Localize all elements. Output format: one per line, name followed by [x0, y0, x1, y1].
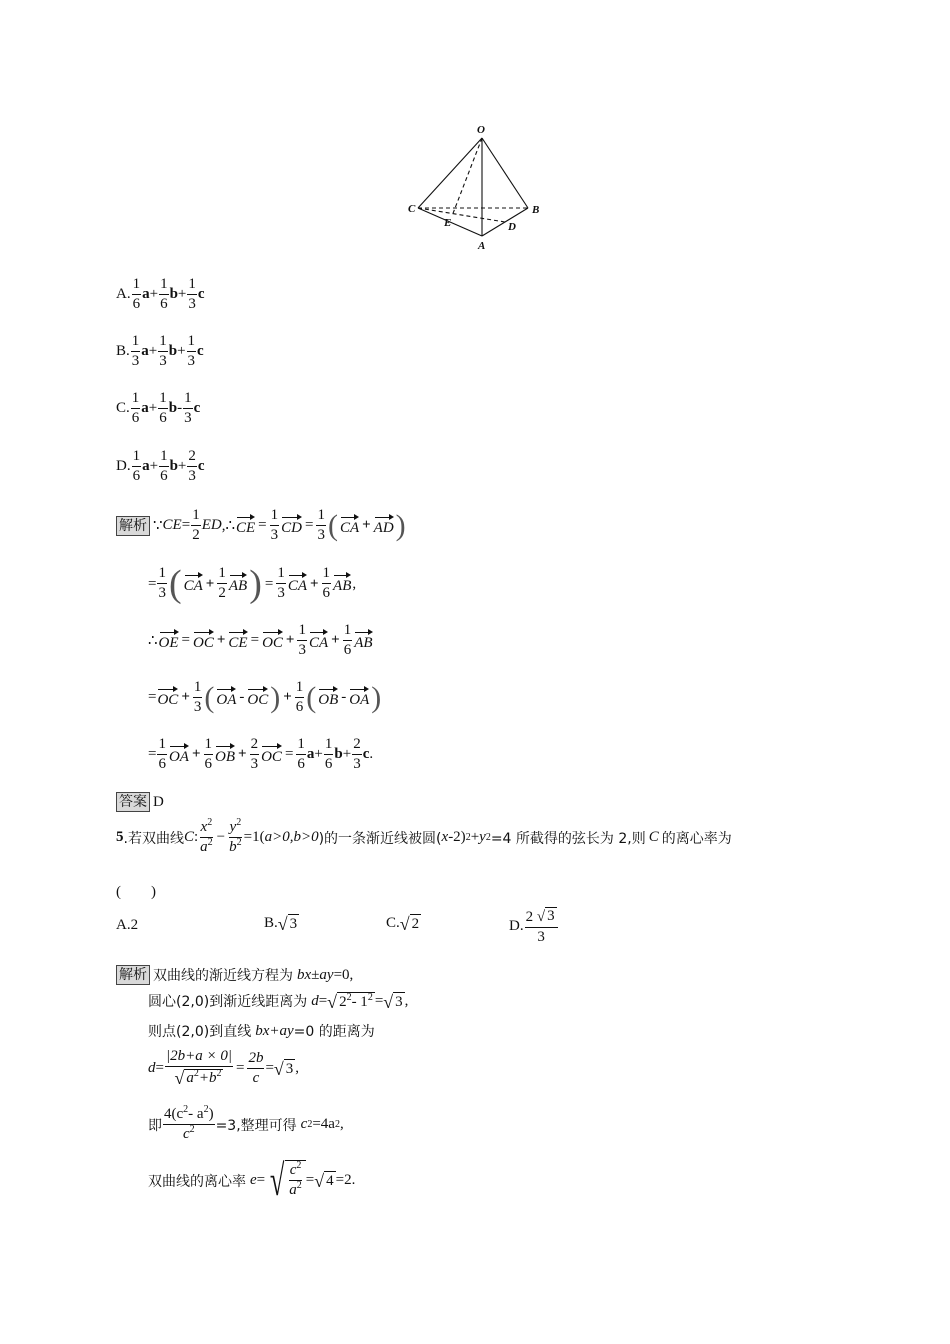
q5-analysis-line-1: 解析 双曲线的渐近线方程为 bx±ay =0, [116, 965, 353, 985]
q4-analysis-line-4: = OC + $\frac{1}{3}$ ( OA - OC ) + $\frac{1}{6}$ ( OB - OA ) [148, 679, 382, 715]
q5-option-c[interactable]: C. √ 2 [386, 914, 420, 934]
label-d: D [508, 221, 516, 233]
q4-analysis-line-3: ∴ OE = OC + CE = OC + $\frac{1}{3}$ CA + $\frac{1}{6}$ AB [148, 622, 373, 658]
q5-analysis-line-4: d = |2b+a × 0| √ $a^2+b^2$ = $\frac{2b}{c}$ = √ 3 , [148, 1048, 300, 1088]
label-a: A [478, 240, 486, 252]
analysis-tag: 解析 [116, 516, 150, 536]
q4-analysis-line-2: = $\frac{1}{3}$ ( CA + $\frac{1}{2}$ AB ) = $\frac{1}{3}$ CA + $\frac{1}{6}$ AB , [148, 563, 357, 605]
answer-value: D [153, 793, 164, 810]
q5-blank: ( ) [116, 884, 156, 900]
q4-option-d[interactable]: D. $\frac{1}{6}$ a + $\frac{1}{6}$ b + $\frac{2}{3}$ c [116, 448, 205, 484]
label-b: B [532, 204, 540, 216]
answer-tag: 答案 [116, 792, 150, 812]
q4-option-b[interactable]: B. $\frac{1}{3}$ a + $\frac{1}{3}$ b + $\frac{1}{3}$ c [116, 333, 204, 369]
pyramid-figure [400, 118, 560, 258]
q4-analysis-line-5: = $\frac{1}{6}$ OA + $\frac{1}{6}$ OB + $\frac{2}{3}$ OC = $\frac{1}{6}$ a + $\frac{1}{6}$ b + $\frac{2}{3}$ c . [148, 736, 374, 772]
q5-option-b[interactable]: B. √ 3 [264, 914, 298, 934]
q5-analysis-line-5: 即 $\frac{4(c^2- a^2)}{c^2}$ =3,整理可得 c 2 =4a 2 , [148, 1104, 344, 1142]
label-o: O [477, 124, 485, 136]
q4-analysis-line-1: 解析 ∵ CE = $\frac{1}{2}$ ED ,∴ CE = $\frac{1}{3}$ CD = $\frac{1}{3}$ ( CA + AD ) [116, 508, 407, 544]
q5-analysis-line-6: 双曲线的离心率 e = √ $\frac{c^2}{a^2}$ = √ 4 =2. [148, 1156, 356, 1205]
q4-option-a[interactable]: A. $\frac{1}{6}$ a + $\frac{1}{6}$ b + $\frac{1}{3}$ c [116, 276, 205, 312]
q4-option-c[interactable]: C. $\frac{1}{6}$ a + $\frac{1}{6}$ b - $\frac{1}{3}$ c [116, 390, 201, 426]
q5-analysis-line-2: 圆心(2,0)到渐近线距离为 d = √ $2^2-$ $1^2$ = √ 3 , [148, 991, 409, 1012]
q5-option-d[interactable]: D. 2 √ 3 3 [509, 907, 559, 945]
label-c: C [408, 203, 416, 215]
q5-option-a[interactable]: A.2 [116, 917, 139, 933]
q5-stem: 5 .若双曲线 C : $\frac{x^2}{a^2}$ − $\frac{y^2}{b^2}$ =1( a>0,b>0 )的一条渐近线被圆( x -2) 2 + y 2 =4 所截得的弦长为 2,则 C 的离心率为 [116, 817, 732, 855]
q4-answer [116, 792, 164, 812]
q5-analysis-line-3: 则点(2,0)到直线 bx+ay =0 的距离为 [148, 1022, 375, 1040]
label-e: E [444, 217, 452, 229]
